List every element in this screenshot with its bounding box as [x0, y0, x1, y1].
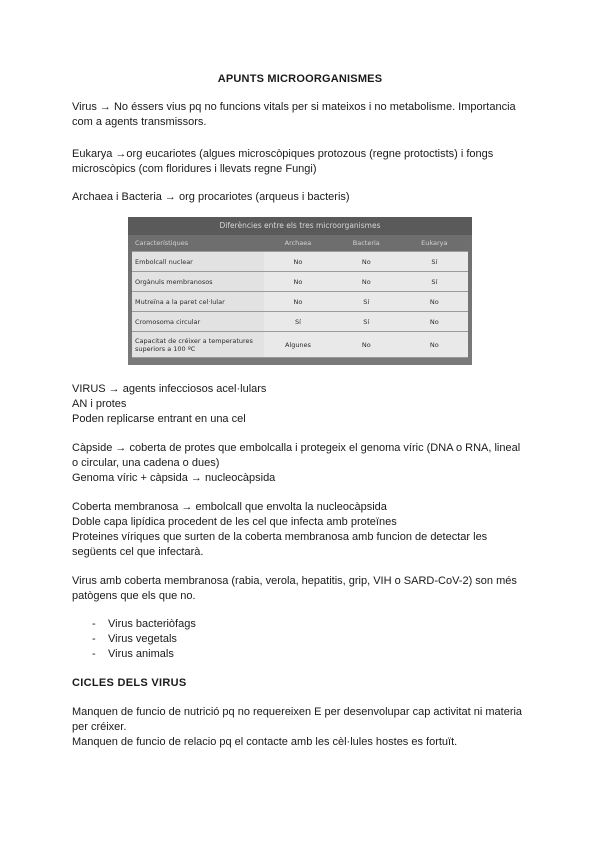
table-row — [132, 332, 468, 358]
table-cell: Mutreïna a la paret cel·lular — [132, 292, 264, 312]
virus-types-list — [92, 617, 196, 662]
list-item — [92, 647, 196, 662]
table-cell: No — [332, 332, 401, 358]
list-item — [92, 632, 196, 647]
table-cell: No — [332, 252, 401, 272]
paragraph-virus-pathogens — [72, 574, 532, 604]
table-cell: No — [401, 312, 468, 332]
text-line: per créixer. — [72, 721, 127, 733]
dash-bullet: - — [92, 618, 96, 630]
table-cell: Sí — [264, 312, 332, 332]
paragraph-coberta-membranosa — [72, 500, 532, 560]
table-row — [132, 312, 468, 332]
table-header-cell: Característiques — [132, 235, 264, 252]
table-cell: Sí — [332, 292, 401, 312]
photo-table-title: Diferències entre els tres microorganismes — [128, 217, 472, 235]
text-line: Manquen de funcio de nutrició pq no requereixen E per desenvolupar cap activitat ni materia — [72, 706, 523, 718]
table-cell: No — [264, 272, 332, 292]
list-item — [92, 617, 196, 632]
text-line: Virus → No éssers vius pq no funcions vitals per si mateixos i no metabolisme. Importancia — [72, 101, 516, 113]
text-line: Càpside → coberta de protes que embolcalla i protegeix el genoma víric (DNA o RNA, lineal — [72, 442, 521, 454]
list-item-text: Virus animals — [108, 648, 174, 660]
table-cell: Capacitat de créixer a temperatures superiors a 100 ºC — [132, 332, 264, 358]
text-line: Archaea i Bacteria → org procariotes (arqueus i bacteris) — [72, 191, 350, 203]
comparison-table — [132, 235, 468, 358]
text-line: microscòpics (com floridures i llevats regne Fungi) — [72, 163, 317, 175]
table-cell: Orgànuls membranosos — [132, 272, 264, 292]
table-cell: Sí — [401, 252, 468, 272]
text-line: o circular, una cadena o dues) — [72, 457, 220, 469]
text-line: següents cel que infectarà. — [72, 546, 204, 558]
section-heading-cicles: CICLES DELS VIRUS — [72, 677, 187, 689]
text-line: Coberta membranosa → embolcall que envolta la nucleocàpsida — [72, 501, 387, 513]
table-row — [132, 252, 468, 272]
table-cell: No — [264, 252, 332, 272]
table-header-row — [132, 235, 468, 252]
comparison-table-photo — [128, 217, 472, 365]
text-line: Virus amb coberta membranosa (rabia, verola, hepatitis, grip, VIH o SARD-CoV-2) son més — [72, 575, 517, 587]
dash-bullet: - — [92, 648, 96, 660]
table-cell: No — [332, 272, 401, 292]
text-line: Manquen de funcio de relacio pq el contacte amb les cèl·lules hostes es fortuït. — [72, 736, 458, 748]
text-line: Proteines víriques que surten de la coberta membranosa amb funcion de detectar les — [72, 531, 488, 543]
table-cell: No — [264, 292, 332, 312]
table-header-cell: Bacteria — [332, 235, 401, 252]
table-cell: Sí — [332, 312, 401, 332]
table-cell: No — [401, 292, 468, 312]
table-cell: No — [401, 332, 468, 358]
paragraph-virus-definition — [72, 382, 532, 427]
text-line: Poden replicarse entrant en una cel — [72, 413, 246, 425]
page-title: APUNTS MICROORGANISMES — [217, 73, 383, 85]
text-line: Doble capa lipídica procedent de les cel que infecta amb proteïnes — [72, 516, 397, 528]
text-line: AN i protes — [72, 398, 127, 410]
table-cell: Cromosoma circular — [132, 312, 264, 332]
paragraph-eukarya — [72, 147, 532, 177]
list-item-text: Virus bacteriòfags — [108, 618, 196, 630]
text-line: VIRUS → agents infecciosos acel·lulars — [72, 383, 267, 395]
table-cell: Embolcall nuclear — [132, 252, 264, 272]
paragraph-archaea-bacteria — [72, 190, 532, 205]
table-cell: Algunes — [264, 332, 332, 358]
table-row — [132, 292, 468, 312]
paragraph-virus-intro — [72, 100, 532, 130]
text-line: Genoma víric + càpsida → nucleocàpsida — [72, 472, 276, 484]
text-line: Eukarya →org eucariotes (algues microscòpiques protozous (regne protoctists) i fongs — [72, 148, 494, 160]
dash-bullet: - — [92, 633, 96, 645]
text-line: com a agents transmissors. — [72, 116, 207, 128]
table-cell: Sí — [401, 272, 468, 292]
table-header-cell: Archaea — [264, 235, 332, 252]
table-header-cell: Eukarya — [401, 235, 468, 252]
list-item-text: Virus vegetals — [108, 633, 177, 645]
paragraph-capside — [72, 441, 532, 486]
text-line: patògens que els que no. — [72, 590, 196, 602]
table-row — [132, 272, 468, 292]
paragraph-cicles — [72, 705, 532, 750]
